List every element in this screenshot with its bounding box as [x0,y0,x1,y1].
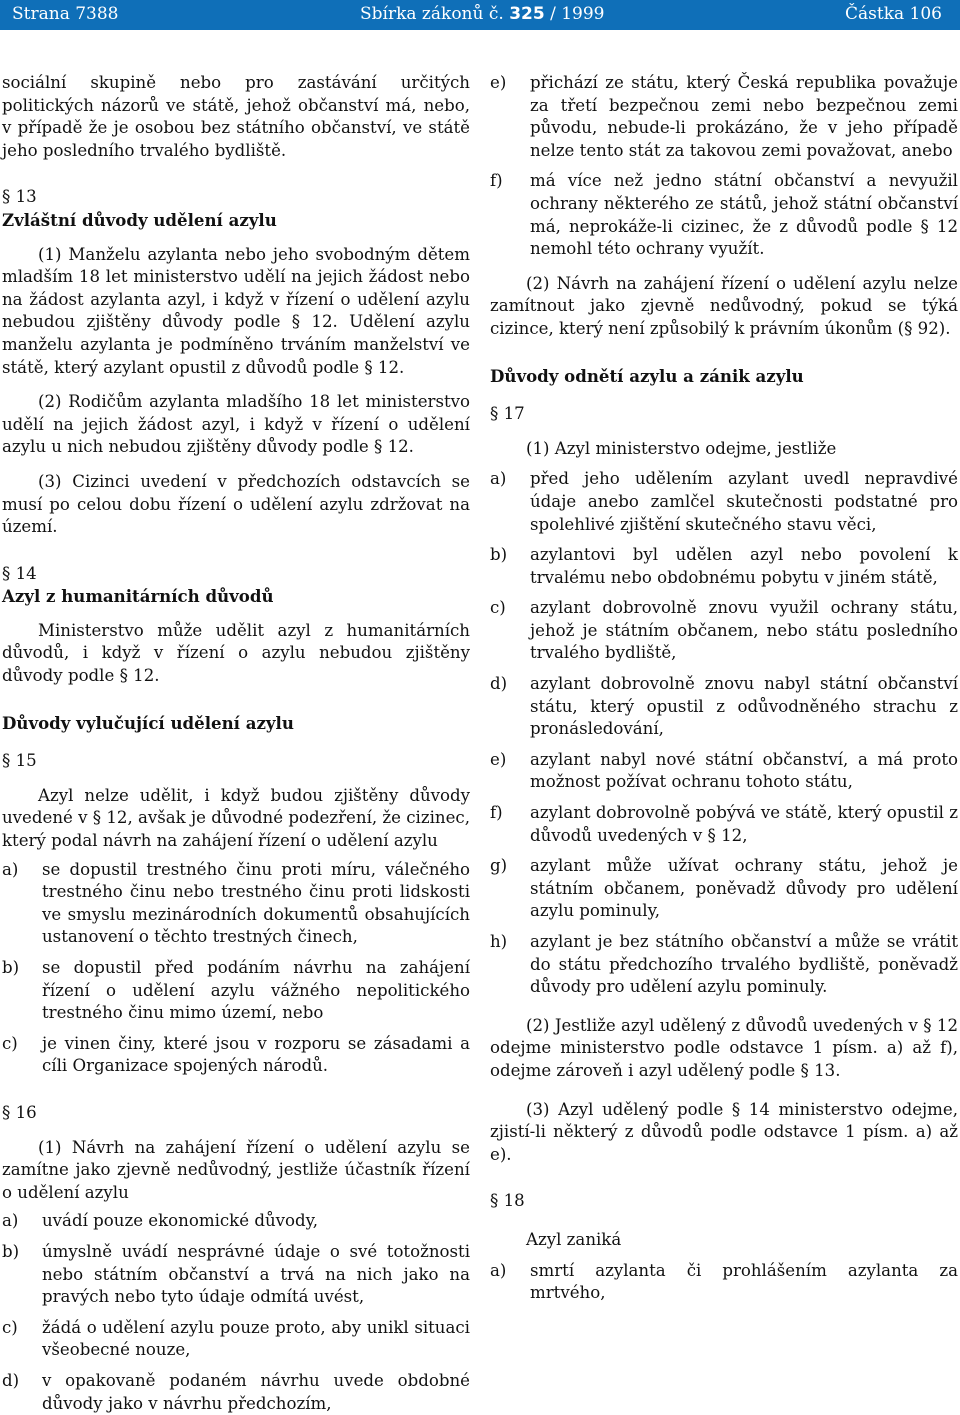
section-16-list [2,1210,470,1415]
item-label: d) [2,1370,20,1390]
intro-text: sociální skupině nebo pro zastávání určitých politických názorů ve státě, jehož občanství má, nebo, v případě že je osobou bez státního občanství, ve státě jeho posledního trvalého bydliště. [2,73,470,160]
item-text: přichází ze státu, který Česká republika považuje za třetí bezpečnou zemi nebo bezpečnou zemi původu, nebude-li prokázáno, že v jeho případě nelze tento stát za takovou zemi považovat, anebo [530,73,958,160]
item-label: b) [2,1241,20,1261]
section-17-paragraph-1: (1) Azyl ministerstvo odejme, jestliže [526,438,837,458]
list-item [2,859,470,949]
item-text: uvádí pouze ekonomické důvody, [42,1211,319,1231]
list-item [490,802,958,847]
list-item [490,468,958,536]
item-label: d) [490,674,508,694]
section-18-number: § 18 [490,1191,525,1211]
item-text: se dopustil před podáním návrhu na zahájení řízení o udělení azylu vážného nepolitického trestného činu mimo území, nebo [42,958,470,1023]
part-number: Částka 106 [845,4,942,24]
collection-prefix: Sbírka zákonů č. [360,4,510,24]
section-17-list [490,468,958,998]
section-16-number: § 16 [2,1102,37,1122]
list-item [490,749,958,794]
law-number: 325 [509,4,545,24]
section-13-paragraph-3: (3) Cizinci uvedení v předchozích odstavcích se musí po celou dobu řízení o udělení azylu zdržovat na území. [2,471,470,537]
list-item [490,597,958,665]
page-number: Strana 7388 [12,4,119,24]
list-item [490,170,958,260]
item-text: je vinen činy, které jsou v rozporu se zásadami a cíli Organizace spojených národů. [42,1033,470,1076]
list-item [490,855,958,923]
left-column [2,72,470,1415]
item-label: c) [490,598,506,618]
list-item [2,957,470,1025]
section-18-list [490,1260,958,1305]
section-15-paragraph: Azyl nelze udělit, i když budou zjištěny důvody uvedené v § 12, avšak je důvodné podezření, že cizinec, který podal návrh na zahájení řízení o udělení azylu [2,785,470,851]
item-label: e) [490,749,507,769]
section-16-list-continued [490,72,958,261]
section-13-title: Zvláštní důvody udělení azylu [2,209,277,230]
item-label: f) [490,171,503,191]
item-label: c) [2,1317,18,1337]
item-text: úmyslně uvádí nesprávné údaje o své totožnosti nebo státním občanství a trvá na nich jako na pravých nebo tyto údaje odmítá uvést, [42,1241,470,1307]
law-year: / 1999 [544,4,605,24]
section-14-number: § 14 [2,563,37,583]
item-label: c) [2,1033,18,1053]
item-text: azylant nabyl nové státní občanství, a má proto možnost požívat ochranu tohoto státu, [530,749,958,792]
item-text: azylant je bez státního občanství a může se vrátit do státu předchozího trvalého bydliště, poněvadž důvody pro udělení azylu pominuly. [530,932,958,997]
section-14-title: Azyl z humanitárních důvodů [2,586,274,607]
item-text: azylant dobrovolně znovu nabyl státní občanství státu, který opustil z odůvodněného strachu z pronásledování, [530,674,958,739]
item-text: azylant může užívat ochrany státu, jehož je státním občanem, poněvadž důvody pro udělení azylu pominuly, [530,856,958,921]
section-16-paragraph-1: (1) Návrh na zahájení řízení o udělení azylu se zamítne jako zjevně nedůvodný, jestliže účastník řízení o udělení azylu [2,1137,470,1202]
collection-title [360,4,605,24]
item-label: a) [490,469,507,489]
item-text: azylant dobrovolně znovu využil ochrany státu, jehož je státním občanem, nebo státu posledního trvalého bydliště, [530,598,958,663]
list-item [2,1033,470,1078]
item-label: f) [490,803,503,823]
section-17-number: § 17 [490,404,525,424]
list-item [490,1260,958,1305]
list-item [2,1370,470,1415]
item-label: a) [490,1260,507,1280]
section-18-paragraph: Azyl zaniká [526,1229,622,1249]
list-item [490,72,958,162]
list-item [2,1317,470,1362]
section-16-paragraph-2: (2) Návrh na zahájení řízení o udělení azylu nelze zamítnout jako zjevně nedůvodný, pokud se týká cizince, který není způsobilý k právním úkonům (§ 92). [490,273,958,338]
section-13-paragraph-2: (2) Rodičům azylanta mladšího 18 let ministerstvo udělí na jejich žádost azyl, i když v řízení o udělení azylu u nich nebudou zjištěny důvody podle § 12. [2,392,470,457]
item-text: v opakovaně podaném návrhu uvede obdobné důvody jako v návrhu předchozím, [42,1370,470,1413]
item-text: se dopustil trestného činu proti míru, válečného trestného činu nebo trestného činu proti lidskosti ve smyslu mezinárodních dokumentů obsahujících ustanovení o těchto trestných činech, [42,859,470,947]
section-15-number: § 15 [2,751,37,771]
item-label: h) [490,932,508,951]
list-item [490,931,958,999]
section-17-paragraph-3: (3) Azyl udělený podle § 14 ministerstvo odejme, zjistí-li některý z důvodů podle odstavce 1 písm. a) až e). [490,1099,958,1164]
item-text: žádá o udělení azylu pouze proto, aby unikl situaci všeobecné nouze, [42,1317,470,1360]
item-text: smrtí azylanta či prohlášením azylanta za mrtvého, [530,1260,958,1303]
exclusion-heading: Důvody vylučující udělení azylu [2,712,294,733]
list-item [2,1241,470,1309]
item-label: b) [2,958,20,977]
item-label: b) [490,545,508,565]
item-text: azylant dobrovolně pobývá ve státě, který opustil z důvodů uvedených v § 12, [530,803,958,845]
section-14-paragraph: Ministerstvo může udělit azyl z humanitárních důvodů, i když v řízení o azylu nebudou zjištěny důvody podle § 12. [2,620,470,686]
item-label: g) [490,856,508,876]
item-label: e) [490,73,507,92]
section-13-paragraph-1: (1) Manželu azylanta nebo jeho svobodným dětem mladším 18 let ministerstvo udělí na jejich žádost nebo na žádost azylanta azyl, i když v řízení o udělení azylu nebudou zjištěny důvody podle § 12. Udělení azylu manželu azylanta je podmíněno trváním manželství ve státě, který azylant opustil z důvodů podle § 12. [2,244,470,377]
item-text: azylantovi byl udělen azyl nebo povolení k trvalému nebo obdobnému pobytu v jiném státě, [530,545,958,587]
section-15-list [2,859,470,1078]
item-label: a) [2,859,19,879]
list-item [490,544,958,589]
section-17-paragraph-2: (2) Jestliže azyl udělený z důvodů uvedených v § 12 odejme ministerstvo podle odstavce 1 písm. a) až f), odejme zároveň i azyl udělený podle § 13. [490,1015,958,1080]
item-text: má více než jedno státní občanství a nevyužil ochrany některého ze států, jehož státní občanství má, neprokáže-li cizinec, že z důvodů podle § 12 nemohl této ochrany využít. [530,171,958,259]
withdrawal-heading: Důvody odnětí azylu a zánik azylu [490,365,804,386]
item-label: a) [2,1211,19,1231]
page-header [0,0,960,30]
section-13-number: § 13 [2,187,37,207]
item-text: před jeho udělením azylant uvedl nepravdivé údaje anebo zamlčel skutečnosti podstatné pro spolehlivé zjištění skutečného stavu věci, [530,469,958,534]
list-item [2,1210,470,1233]
right-column [490,72,958,1305]
list-item [490,673,958,741]
